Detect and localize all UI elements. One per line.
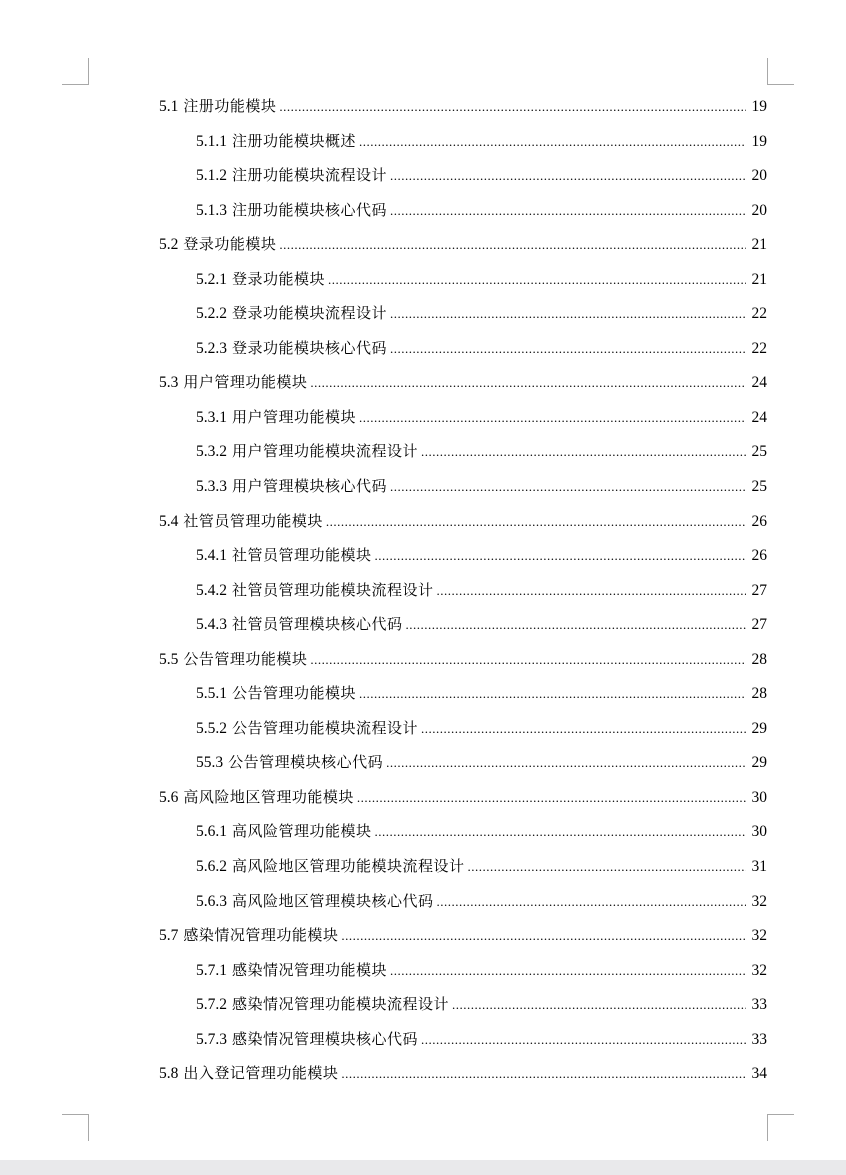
toc-entry-number: 5.2.3: [196, 339, 227, 357]
toc-page-number: 29: [751, 754, 767, 772]
toc-entry-number: 5.7.1: [196, 961, 227, 979]
toc-entry-title: 社管员管理功能模块: [183, 511, 323, 530]
toc-subsection-entry[interactable]: [159, 439, 767, 474]
toc-page-number: 26: [751, 547, 767, 565]
toc-page-number: 19: [751, 98, 767, 115]
margin-corner-mark-top-right: [767, 58, 794, 85]
toc-entry-title: 感染情况管理功能模块流程设计: [232, 995, 450, 1014]
toc-page-number: 33: [751, 996, 767, 1014]
toc-subsection-entry[interactable]: [159, 992, 767, 1027]
toc-entry-title: 注册功能模块: [183, 97, 277, 115]
toc-dot-leader: [390, 959, 746, 983]
toc-subsection-entry[interactable]: [159, 1027, 767, 1062]
toc-entry-title: 注册功能模块流程设计: [232, 166, 388, 185]
toc-page-number: 25: [751, 478, 767, 496]
toc-dot-leader: [326, 510, 746, 534]
toc-entry-title: 高风险地区管理模块核心代码: [232, 891, 434, 910]
toc-subsection-entry[interactable]: [159, 681, 767, 716]
toc-entry-title: 社管员管理功能模块: [232, 546, 372, 565]
toc-entry-title: 用户管理功能模块流程设计: [232, 442, 419, 461]
toc-entry-title: 用户管理功能模块: [183, 373, 308, 392]
toc-page-number: 29: [751, 719, 767, 737]
toc-dot-leader: [279, 233, 746, 257]
toc-dot-leader: [437, 890, 746, 914]
toc-entry-title: 公告管理功能模块: [232, 684, 357, 703]
toc-dot-leader: [359, 130, 746, 154]
toc-dot-leader: [406, 613, 746, 637]
toc-page-number: 22: [751, 339, 767, 357]
toc-entry-number: 5.2.2: [196, 305, 227, 323]
toc-entry-title: 用户管理功能模块: [232, 407, 357, 426]
toc-subsection-entry[interactable]: [159, 854, 767, 889]
toc-dot-leader: [390, 337, 746, 361]
toc-entry-number: 5.5.1: [196, 685, 227, 703]
toc-entry-number: 55.3: [196, 754, 224, 772]
toc-entry-title: 注册功能模块核心代码: [232, 200, 388, 219]
toc-dot-leader: [421, 440, 746, 464]
toc-entry-number: 5.4.3: [196, 616, 227, 634]
toc-entry-number: 5.4.2: [196, 581, 227, 599]
toc-dot-leader: [390, 164, 746, 188]
toc-entry-title: 注册功能模块概述: [232, 131, 357, 150]
toc-subsection-entry[interactable]: [159, 474, 767, 509]
toc-entry-number: 5.6.3: [196, 892, 227, 910]
toc-dot-leader: [390, 475, 746, 499]
toc-section-entry[interactable]: [159, 647, 767, 682]
toc-entry-title: 登录功能模块核心代码: [232, 338, 388, 357]
toc-dot-leader: [421, 1028, 746, 1052]
toc-entry-title: 感染情况管理功能模块: [232, 960, 388, 979]
toc-entry-number: 5.1.1: [196, 132, 227, 150]
toc-entry-title: 社管员管理模块核心代码: [232, 615, 403, 634]
toc-subsection-entry[interactable]: [159, 336, 767, 371]
toc-dot-leader: [310, 371, 746, 395]
toc-subsection-entry[interactable]: [159, 267, 767, 302]
toc-page-number: 32: [751, 892, 767, 910]
toc-entry-title: 高风险管理功能模块: [232, 822, 372, 841]
toc-page-number: 22: [751, 305, 767, 323]
toc-page-number: 32: [751, 961, 767, 979]
toc-page-number: 28: [751, 650, 767, 668]
toc-dot-leader: [359, 406, 746, 430]
toc-entry-number: 5.3.1: [196, 408, 227, 426]
toc-dot-leader: [390, 199, 746, 223]
toc-entry-number: 5.3: [159, 374, 179, 392]
toc-dot-leader: [279, 95, 746, 119]
toc-entry-title: 公告管理模块核心代码: [228, 753, 384, 772]
toc-dot-leader: [390, 302, 746, 326]
toc-dot-leader: [386, 751, 746, 775]
toc-entry-number: 5.6.2: [196, 858, 227, 876]
toc-subsection-entry[interactable]: [159, 958, 767, 993]
toc-entry-title: 高风险地区管理功能模块流程设计: [232, 857, 465, 876]
toc-entry-title: 公告管理功能模块流程设计: [232, 718, 419, 737]
toc-section-entry[interactable]: [159, 94, 767, 129]
toc-page-number: 33: [751, 1030, 767, 1048]
toc-dot-leader: [468, 855, 746, 879]
toc-entry-number: 5.6: [159, 788, 179, 806]
toc-section-entry[interactable]: [159, 785, 767, 820]
toc-entry-number: 5.2.1: [196, 270, 227, 288]
toc-section-entry[interactable]: [159, 923, 767, 958]
toc-entry-number: 5.1.3: [196, 201, 227, 219]
toc-entry-number: 5.1: [159, 98, 179, 115]
margin-corner-mark-bottom-right: [767, 1114, 794, 1141]
toc-page-number: 27: [751, 581, 767, 599]
toc-dot-leader: [375, 820, 746, 844]
toc-entry-number: 5.5.2: [196, 719, 227, 737]
toc-subsection-entry[interactable]: [159, 405, 767, 440]
toc-subsection-entry[interactable]: [159, 198, 767, 233]
toc-subsection-entry[interactable]: [159, 612, 767, 647]
toc-entry-title: 公告管理功能模块: [183, 649, 308, 668]
toc-subsection-entry[interactable]: [159, 889, 767, 924]
toc-section-entry[interactable]: [159, 509, 767, 544]
toc-subsection-entry[interactable]: [159, 819, 767, 854]
toc-page-number: 34: [751, 1065, 767, 1083]
toc-entry-title: 社管员管理功能模块流程设计: [232, 580, 434, 599]
toc-subsection-entry[interactable]: [159, 578, 767, 613]
toc-page-number: 21: [751, 270, 767, 288]
toc-page-number: 25: [751, 443, 767, 461]
toc-page-number: 30: [751, 823, 767, 841]
toc-entry-number: 5.5: [159, 650, 179, 668]
toc-entry-title: 感染情况管理模块核心代码: [232, 1029, 419, 1048]
toc-dot-leader: [452, 993, 746, 1017]
toc-page-number: 27: [751, 616, 767, 634]
toc-entry-number: 5.7.3: [196, 1030, 227, 1048]
toc-page-number: 28: [751, 685, 767, 703]
margin-corner-mark-top-left: [62, 58, 89, 85]
toc-dot-leader: [341, 1062, 746, 1086]
toc-page-number: 21: [751, 236, 767, 254]
toc-section-entry[interactable]: [159, 370, 767, 405]
toc-entry-number: 5.8: [159, 1065, 179, 1083]
toc-subsection-entry[interactable]: [159, 750, 767, 785]
toc-entry-number: 5.4: [159, 512, 179, 530]
toc-entry-title: 高风险地区管理功能模块: [183, 787, 354, 806]
toc-dot-leader: [341, 924, 746, 948]
toc-dot-leader: [310, 648, 746, 672]
margin-corner-mark-bottom-left: [62, 1114, 89, 1141]
toc-dot-leader: [359, 682, 746, 706]
toc-dot-leader: [421, 717, 746, 741]
toc-entry-title: 登录功能模块流程设计: [232, 304, 388, 323]
toc-section-entry[interactable]: [159, 232, 767, 267]
toc-page-number: 20: [751, 167, 767, 185]
toc-entry-number: 5.6.1: [196, 823, 227, 841]
toc-entry-title: 感染情况管理功能模块: [183, 926, 339, 945]
toc-page-number: 20: [751, 201, 767, 219]
toc-page-number: 30: [751, 788, 767, 806]
toc-page-number: 31: [751, 858, 767, 876]
toc-subsection-entry[interactable]: [159, 301, 767, 336]
toc-entry-number: 5.7: [159, 927, 179, 945]
toc-page-number: 24: [751, 408, 767, 426]
table-of-contents: [159, 94, 767, 1096]
toc-entry-title: 登录功能模块: [232, 269, 326, 288]
toc-entry-number: 5.4.1: [196, 547, 227, 565]
toc-page-number: 19: [751, 132, 767, 150]
toc-subsection-entry[interactable]: [159, 543, 767, 578]
toc-page-number: 32: [751, 927, 767, 945]
toc-entry-number: 5.3.2: [196, 443, 227, 461]
toc-dot-leader: [357, 786, 746, 810]
toc-subsection-entry[interactable]: [159, 129, 767, 164]
toc-entry-number: 5.7.2: [196, 996, 227, 1014]
toc-page-number: 24: [751, 374, 767, 392]
toc-section-entry[interactable]: [159, 1061, 767, 1096]
toc-entry-title: 出入登记管理功能模块: [183, 1064, 339, 1083]
toc-subsection-entry[interactable]: [159, 716, 767, 751]
toc-entry-title: 登录功能模块: [183, 235, 277, 254]
window-bottom-strip: [0, 1160, 846, 1175]
toc-entry-number: 5.2: [159, 236, 179, 254]
toc-dot-leader: [328, 268, 746, 292]
toc-subsection-entry[interactable]: [159, 163, 767, 198]
toc-entry-title: 用户管理模块核心代码: [232, 477, 388, 496]
toc-page-number: 26: [751, 512, 767, 530]
toc-dot-leader: [375, 544, 746, 568]
toc-entry-number: 5.1.2: [196, 167, 227, 185]
toc-dot-leader: [437, 579, 746, 603]
toc-entry-number: 5.3.3: [196, 478, 227, 496]
